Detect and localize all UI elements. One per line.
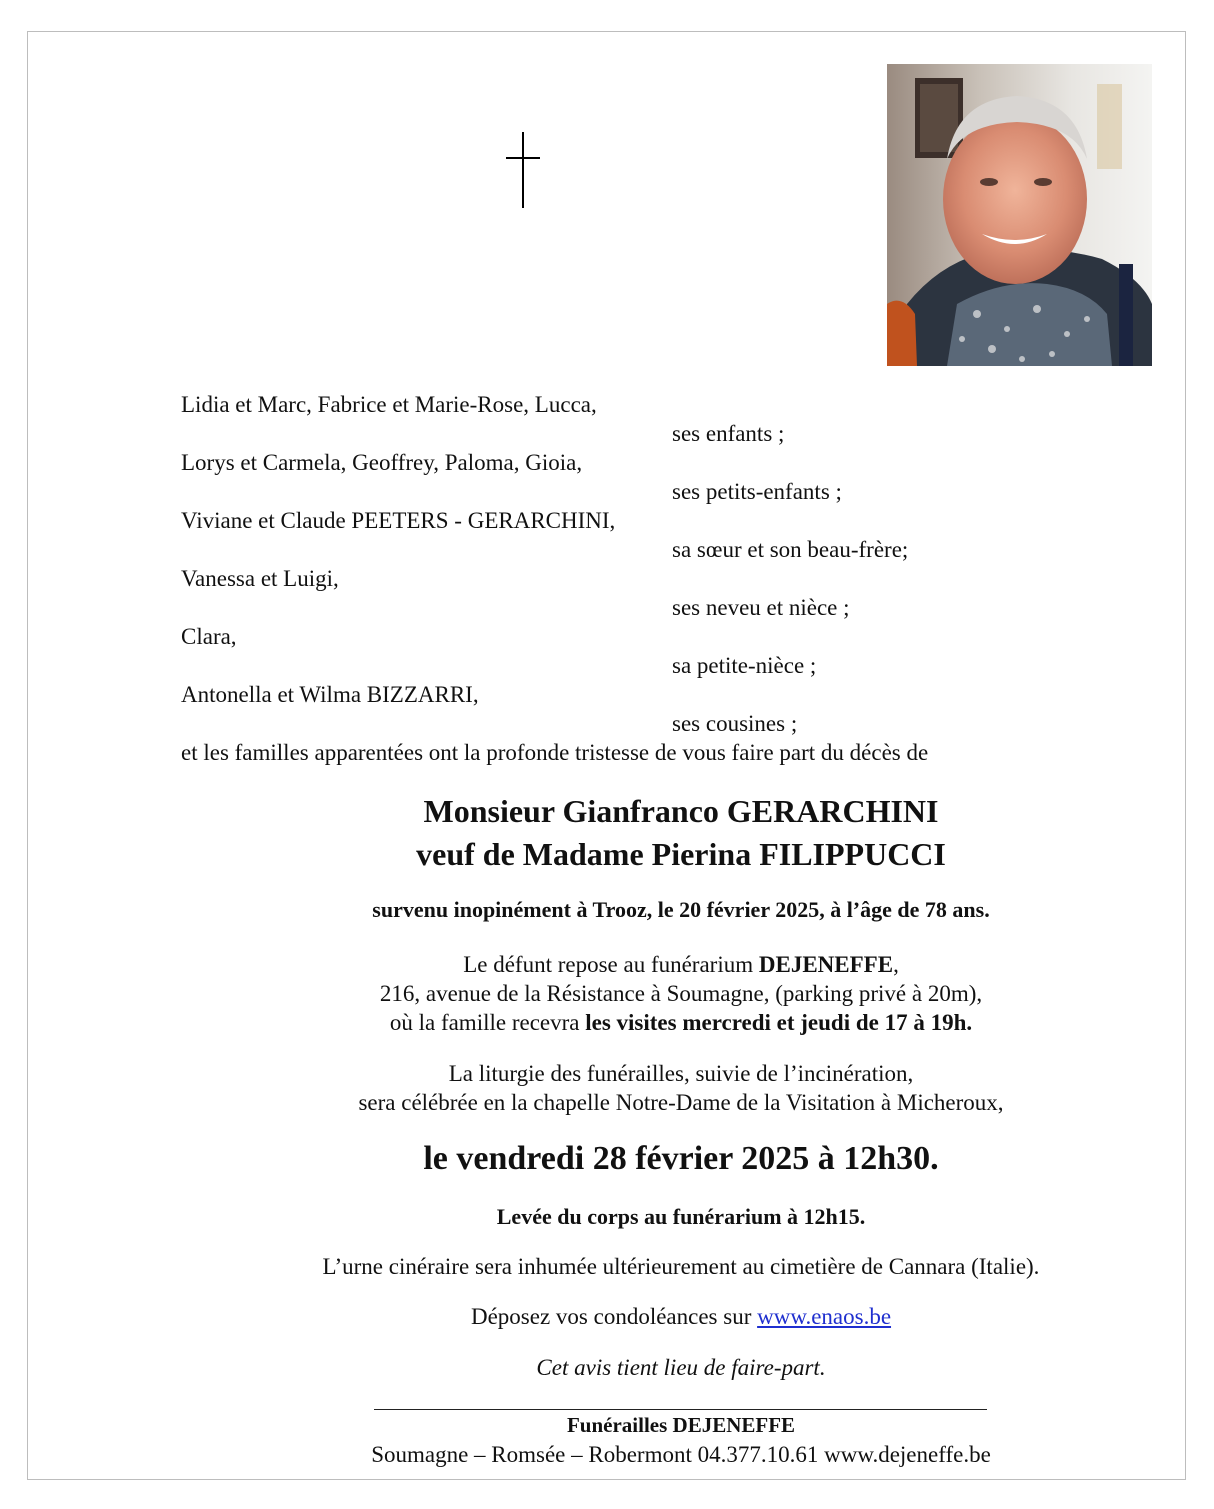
death-info: survenu inopinément à Trooz, le 20 février 2025, à l’âge de 78 ans. <box>372 897 990 922</box>
liturgy-line-2: sera célébrée en la chapelle Notre-Dame de la Visitation à Micheroux, <box>358 1090 1004 1115</box>
family-names: Lidia et Marc, Fabrice et Marie-Rose, Lucca, <box>181 392 597 417</box>
family-names: Lorys et Carmela, Geoffrey, Paloma, Gioia, <box>181 450 583 475</box>
urn-info: L’urne cinéraire sera inhumée ultérieurement au cimetière de Cannara (Italie). <box>322 1254 1040 1279</box>
ceremony-date: le vendredi 28 février 2025 à 12h30. <box>423 1140 939 1177</box>
footer-contact: Soumagne – Romsée – Robermont 04.377.10.61 www.dejeneffe.be <box>371 1442 991 1467</box>
resting-text: où la famille recevra <box>389 1010 586 1035</box>
family-list <box>181 390 1081 767</box>
notice-text: Cet avis tient lieu de faire-part. <box>536 1355 826 1380</box>
family-relation: ses enfants ; <box>672 421 785 446</box>
levee-info: Levée du corps au funérarium à 12h15. <box>496 1204 866 1229</box>
resting-line-3 <box>181 1008 1181 1037</box>
cross-icon <box>505 130 541 210</box>
intro-text: et les familles apparentées ont la profonde tristesse de vous faire part du décès de <box>181 740 929 765</box>
family-names: Viviane et Claude PEETERS - GERARCHINI, <box>181 508 616 533</box>
deceased-name: Monsieur Gianfranco GERARCHINI <box>423 793 939 829</box>
family-relation: sa sœur et son beau-frère; <box>672 537 909 562</box>
liturgy-info <box>181 1059 1181 1117</box>
family-relation: ses cousines ; <box>672 711 798 736</box>
family-names: Clara, <box>181 624 237 649</box>
condolences-link[interactable]: www.enaos.be <box>757 1304 892 1329</box>
portrait-photo <box>887 64 1152 366</box>
resting-line-2: 216, avenue de la Résistance à Soumagne, (parking privé à 20m), <box>379 981 983 1006</box>
family-names: Antonella et Wilma BIZZARRI, <box>181 682 479 707</box>
resting-text: Le défunt repose au funérarium <box>463 952 759 977</box>
resting-text: , <box>893 952 899 977</box>
funeral-home-name: DEJENEFFE <box>758 952 894 977</box>
resting-info <box>181 950 1181 1037</box>
condolences-text: Déposez vos condoléances sur <box>470 1304 758 1329</box>
family-relation: ses neveu et nièce ; <box>672 595 850 620</box>
family-names: Vanessa et Luigi, <box>181 566 339 591</box>
resting-line-1 <box>181 950 1181 979</box>
family-relation: sa petite-nièce ; <box>672 653 817 678</box>
visiting-hours: les visites mercredi et jeudi de 17 à 19h. <box>585 1010 973 1035</box>
family-relation: ses petits-enfants ; <box>672 479 842 504</box>
widow-of: veuf de Madame Pierina FILIPPUCCI <box>416 836 946 872</box>
footer-title: Funérailles DEJENEFFE <box>566 1413 796 1437</box>
condolences <box>181 1304 1181 1330</box>
liturgy-line-1: La liturgie des funérailles, suivie de l’incinération, <box>448 1061 914 1086</box>
deceased-name-block <box>181 790 1181 876</box>
footer-divider <box>374 1409 987 1410</box>
